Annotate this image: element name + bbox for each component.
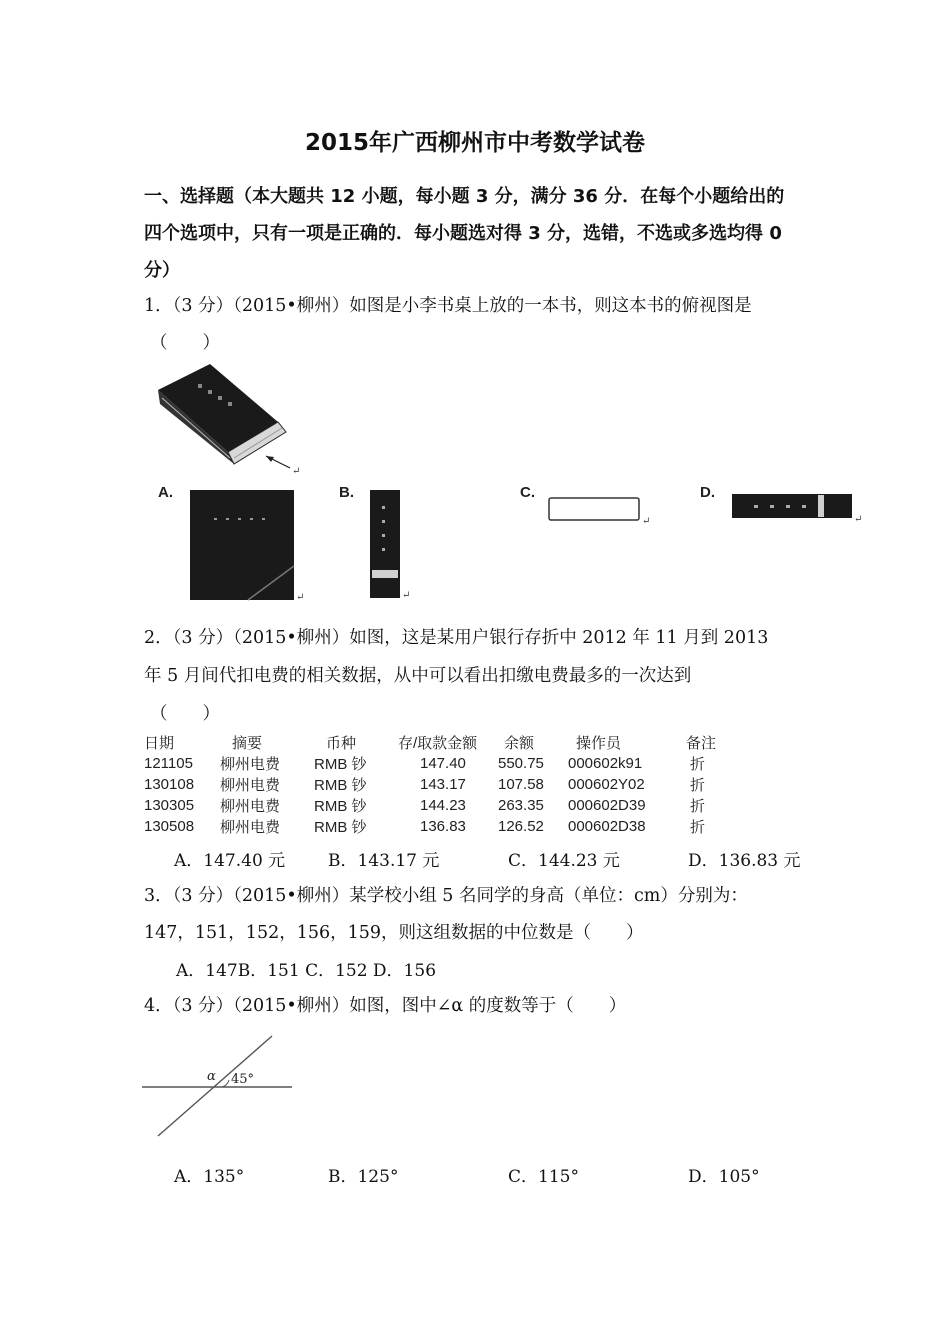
cell-balance: 550.75 — [498, 755, 544, 772]
q1-option-a-figure — [188, 488, 308, 604]
cell-note: 折 — [690, 819, 706, 836]
cell-balance: 263.35 — [498, 797, 544, 814]
book-3d-figure — [150, 360, 310, 480]
cell-operator: 000602D38 — [568, 818, 646, 835]
svg-text:↵: ↵ — [296, 592, 305, 603]
cell-currency: RMB 钞 — [314, 756, 367, 773]
cell-note: 折 — [690, 798, 706, 815]
section-heading-line2: 四个选项中，只有一项是正确的．每小题选对得 3 分，选错，不选或多选均得 0 — [144, 223, 782, 244]
q3-stem-line2: 147，151，152，156，159，则这组数据的中位数是（ ） — [144, 923, 644, 943]
q2-stem-line3: （ ） — [150, 704, 220, 724]
angle-figure — [140, 1032, 300, 1144]
cell-balance: 126.52 — [498, 818, 544, 835]
page-title: 2015年广西柳州市中考数学试卷 — [304, 130, 645, 156]
cell-note: 折 — [690, 756, 706, 773]
section-heading-line1: 一、选择题（本大题共 12 小题，每小题 3 分，满分 36 分．在每个小题给出的 — [144, 186, 785, 207]
cell-summary: 柳州电费 — [220, 777, 281, 794]
q1-option-a-label: A. — [158, 484, 173, 501]
q4-option-c: C．115° — [508, 1167, 579, 1187]
col-header-currency: 币种 — [326, 735, 357, 752]
svg-text:↵: ↵ — [854, 514, 863, 524]
table-row — [144, 753, 726, 774]
alpha-label: α — [207, 1069, 216, 1084]
cell-operator: 000602k91 — [568, 755, 643, 772]
svg-text:↵: ↵ — [642, 516, 651, 527]
table-row — [144, 774, 726, 795]
q2-option-d: D．136.83 元 — [688, 851, 801, 871]
q2-option-a: A．147.40 元 — [174, 851, 286, 871]
q4-option-a: A．135° — [174, 1167, 245, 1187]
cell-currency: RMB 钞 — [314, 777, 367, 794]
q1-option-b-figure — [368, 488, 418, 604]
cell-balance: 107.58 — [498, 776, 544, 793]
q1-option-c-figure — [546, 494, 656, 528]
cell-currency: RMB 钞 — [314, 798, 367, 815]
cell-note: 折 — [690, 777, 706, 794]
section-heading-line3: 分） — [144, 260, 180, 281]
q4-option-d: D．105° — [688, 1167, 760, 1187]
cell-amount: 143.17 — [420, 776, 466, 793]
col-header-amount: 存/取款金额 — [398, 735, 478, 752]
table-header-row — [144, 732, 726, 753]
q3-options: A．147B．151 C．152 D．156 — [176, 961, 437, 981]
cell-summary: 柳州电费 — [220, 756, 281, 773]
q2-stem-line1: 2．（3 分）（2015•柳州）如图，这是某用户银行存折中 2012 年 11 月到 2013 — [144, 628, 769, 648]
col-header-operator: 操作员 — [576, 735, 622, 752]
cell-amount: 147.40 — [420, 755, 466, 772]
cell-summary: 柳州电费 — [220, 819, 281, 836]
angle-45-label: 45° — [231, 1072, 255, 1087]
cell-date: 121105 — [144, 755, 193, 772]
cell-amount: 136.83 — [420, 818, 466, 835]
cell-summary: 柳州电费 — [220, 798, 281, 815]
col-header-balance: 余额 — [504, 735, 535, 752]
cell-date: 130108 — [144, 776, 195, 793]
q4-option-b: B．125° — [328, 1167, 399, 1187]
q2-option-b: B．143.17 元 — [328, 851, 440, 871]
cell-amount: 144.23 — [420, 797, 466, 814]
q1-option-c-label: C. — [520, 484, 535, 501]
q1-option-b-label: B. — [339, 484, 354, 501]
table-row — [144, 795, 726, 816]
col-header-summary: 摘要 — [232, 735, 263, 752]
q2-stem-line2: 年 5 月间代扣电费的相关数据，从中可以看出扣缴电费最多的一次达到 — [144, 666, 692, 686]
col-header-note: 备注 — [686, 735, 717, 752]
svg-text:↵: ↵ — [292, 466, 301, 477]
q1-stem-line1: 1．（3 分）（2015•柳州）如图是小李书桌上放的一本书，则这本书的俯视图是 — [144, 296, 752, 316]
col-header-date: 日期 — [144, 735, 175, 752]
q1-option-d-label: D. — [700, 484, 715, 501]
q1-stem-line2: （ ） — [150, 333, 220, 353]
cell-date: 130305 — [144, 797, 195, 814]
bank-passbook-table — [144, 732, 726, 837]
table-row — [144, 816, 726, 837]
q4-stem-line1: 4．（3 分）（2015•柳州）如图，图中∠α 的度数等于（ ） — [144, 996, 627, 1016]
cell-operator: 000602D39 — [568, 797, 646, 814]
svg-text:↵: ↵ — [402, 590, 411, 601]
q3-stem-line1: 3．（3 分）（2015•柳州）某学校小组 5 名同学的身高（单位：cm）分别为： — [144, 886, 748, 906]
cell-date: 130508 — [144, 818, 195, 835]
q2-option-c: C．144.23 元 — [508, 851, 620, 871]
cell-operator: 000602Y02 — [568, 776, 645, 793]
q1-option-d-figure — [730, 490, 866, 524]
cell-currency: RMB 钞 — [314, 819, 367, 836]
